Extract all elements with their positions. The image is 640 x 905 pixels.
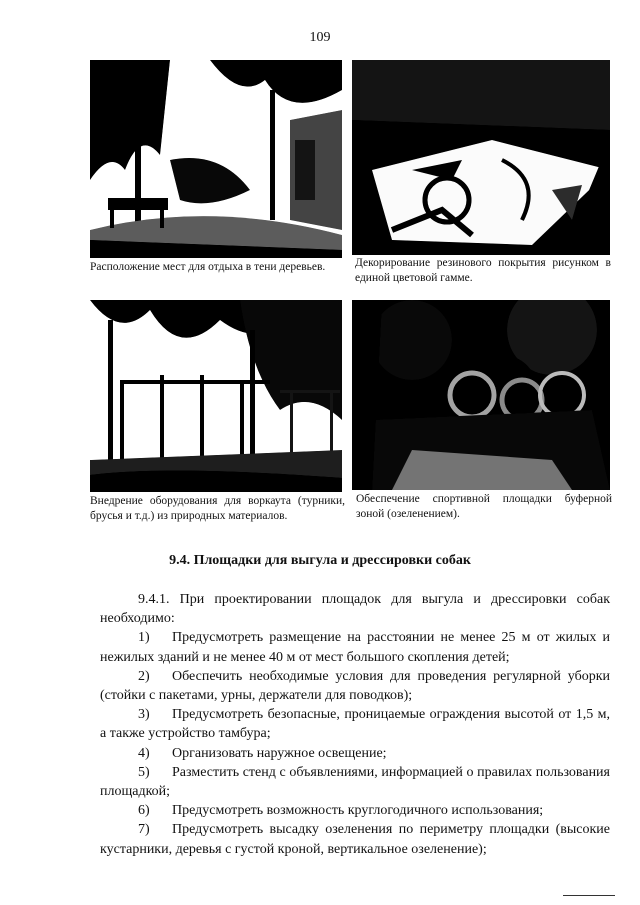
list-number: 1) (138, 630, 150, 646)
list-item (100, 801, 610, 820)
figure-caption: Обеспечение спортивной площадки буферной зоной (озеленением). (356, 493, 612, 520)
section-body (100, 590, 610, 859)
list-text: Организовать наружное освещение; (172, 745, 387, 761)
list-number: 2) (138, 668, 150, 684)
list-text: Предусмотреть возможность круглогодичного использования; (172, 803, 544, 819)
list-number: 4) (138, 745, 150, 761)
list-number: 5) (138, 764, 150, 780)
list-item (100, 628, 610, 666)
photo-rubber-surface (352, 60, 610, 255)
corner-divider (563, 895, 615, 896)
figure-caption: Декорирование резинового покрытия рисунком в единой цветовой гамме. (355, 257, 611, 284)
figure-caption: Расположение мест для отдыха в тени деревьев. (90, 261, 326, 273)
figure-caption: Внедрение оборудования для воркаута (турники, брусья и т.д.) из природных материалов. (90, 495, 345, 522)
list-text: Обеспечить необходимые условия для проведения регулярной уборки (стойки с пакетами, урны, держатели для поводков); (100, 668, 610, 704)
list-number: 3) (138, 707, 150, 723)
photo-workout-equipment (90, 300, 342, 492)
list-text: Разместить стенд с объявлениями, информацией о правилах пользования площадкой; (100, 764, 610, 800)
intro-paragraph: 9.4.1. При проектировании площадок для выгула и дрессировки собак необходимо: (100, 592, 610, 627)
list-text: Предусмотреть высадку озеленения по периметру площадки (высокие кустарники, деревья с густой кроной, вертикальное озеленение); (100, 822, 610, 857)
list-number: 7) (138, 822, 150, 838)
section-heading: 9.4. Площадки для выгула и дрессировки собак (169, 553, 471, 568)
list-item (100, 763, 610, 801)
list-item (100, 820, 610, 858)
list-text: Предусмотреть размещение на расстоянии не менее 25 м от жилых и нежилых зданий и не менее 40 м от мест большого скопления детей; (100, 630, 610, 665)
list-number: 6) (138, 803, 150, 819)
list-item (100, 705, 610, 743)
page-number: 109 (309, 30, 331, 45)
photo-park-benches (90, 60, 342, 258)
list-item (100, 667, 610, 705)
list-text: Предусмотреть безопасные, проницаемые ограждения высотой от 1,5 м, а также устройство тамбура; (100, 707, 610, 742)
photo-green-buffer (352, 300, 610, 490)
list-item (100, 744, 610, 763)
